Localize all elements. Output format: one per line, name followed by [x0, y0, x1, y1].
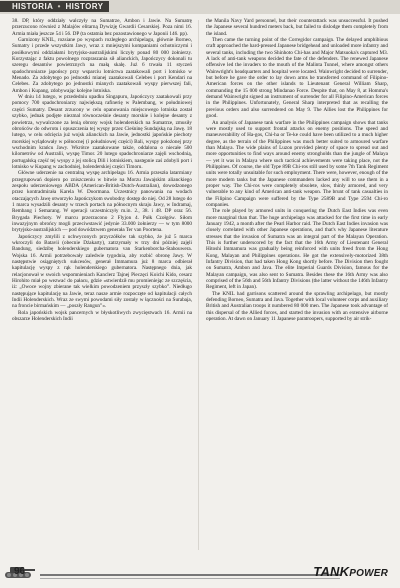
footer-rule — [40, 574, 340, 576]
footer-rule-thin — [40, 578, 340, 579]
header-band — [0, 0, 400, 14]
section-title-polish: HISTORIA — [12, 2, 53, 11]
magazine-logo — [313, 564, 388, 579]
column-divider — [198, 20, 199, 550]
paragraph: 38. DP, który oddziały walczyły na Sumatrze, Ambon i Jawie. Na Sumatrę przerzucono również z Malajów elitarną Dywizję Gwardii Cesarskiej. Poza nimi 16. Armia miała jeszcze 54 i 56. DP (ta ostatnia bez pozostawionego w Japonii 146. pp). — [12, 18, 192, 37]
polish-text-column — [12, 18, 192, 556]
paragraph: Japończycy zmylili z uchwyconych przyczółków tak szybko, że już 5 marca wkroczyli do Batavii (obecnie Dżakarty), zatrzymały w trzy dni później zajęli Bandung, siedzibę holenderskiego gubernatora van Starkenborcha-Stahouwera. Wojska 16. Armii potrzebowały zaledwie tygodnia, aby rozbić obronę Jawy. W następstwie osiągniętych sukcesów, generał Immamura już 8 marca odbierał kapitulację wyspy z rąk holenderskiego gubernatora. Następnego dnia, jak relacjonował w swoich wspomnieniach Kanclerz Tajnej Pieczęci Koichi Kido, cesarz Hirohito miał po wezwać do pałacu, gdzie «stwierdził mu promieniejąc ze szczęścia, iż: „Owoce wojny zbierane tak wielkim powodzeniem przyszły szybko”. Niedługo następujące kapitulację na Jawie, teraz nasze armie rozpoczęte od kapitulacji całych Indii Holenderskich. Wraz ze swymi powodami siły zostały w łączności na Surabaja, na froncie birmańskim — „poszły Rangun”». — [12, 233, 192, 310]
paragraph: W dniu 14 lutego, w przededniu upadku Singapuru, Japończycy zaatakowali przy pomocy 700 spadochroniarzy największą rafinerię w Palembang, w południowej części Sumatry. Desant zrzucony w celu opanowania miejscowego lotniska został szybko, jednak podjęte niezmal równocześnie desanty morskie i kolejne desanty z powietrza, wywalczone za lenią obrony wojsk holenderskich na Sumatrze, zmusiły obrońców do odwrotu i opuszczenia tej wyspy przez Cieśninę Sundajską na Jawę. 18 lutego, w celu odcięcia już wojsk alianckich na Jawie, jednostki japońskie piechoty morskiej wylądowały w północnej (i południowej części) Bali, wyspy położonej przy wschodnim krańcu Jawy. Wkrótce zaatakowane także, oddalona o niecałe 500 kilometrów od Australii, wyspę Timor. 20 lutego spadochroniarze zajęli wschodnią, portugalską część tej wyspy z jej stolicą Dili i lotniskiem, następnie zaś zdobyli port i lotnisko w Kupang w zachodniej, holenderskiej części Timoru. — [12, 94, 192, 170]
logo-text-tank: TANK — [313, 564, 350, 579]
paragraph: Then came the turning point of the Corregidor campaign. The delayed amphibious craft approached the hard-pressed Japanese bridgehead and unloaded more infantry and several tanks, including the two Shinhoto Chi-has and Major Matsuoka's captured M3. A lack of anti-tank weapons decided the fate of the defenders. The renewed Japanese offensive led the invaders to the mouth of the Malinta Tunnel, where amongst others Wainwright's headquarters and hospital were located. Wainwright decided to surrender, but before he gave the order to lay down arms he transferred command of Filipino-American forces on the other islands to Lieutenant General William Sharp, commanding the 15 000 strong Mindanao Force. Despite that, on May 8, at Homma's demand Wainwright signed an instrument of surrender for all Filipino-American forces in the Philippines. Unfortunately, General Sharp interpreted that as recalling the previous orders and also surrendered on May 9. The Allies lost the Philippines for good. — [206, 37, 388, 120]
page-footer — [0, 558, 400, 588]
english-text-column — [206, 18, 388, 556]
page-number: 96 — [14, 566, 26, 577]
paragraph: Rola japońskich wojsk pancernych w błyskotliwych zwycięstwach 16. Armii na obszarze Holenderskich Indii — [12, 309, 192, 323]
paragraph: An analysis of Japanese tank warfare in the Philippines campaign shows that tanks were mostly used to support frontal attacks on enemy positions. The speed and maneuverability of Ha-gos, Chi-ha or Te-ke could have been utilized to a much higher degree, as the terrain of the Philippines was much better suited to armoured warfare than Malaya. The wide plains of Luzon provided plenty of space to spread out and more opportunities to find ways around enemy strongholds than the jungle of Malaya — yet it was in Malaya where such tactical achievements were taking place, not the Philippines. Of course, the old Type 89B Chi-ros still used by some 7th Tank Regiment units were totally unsuitable for such employment. There were, however, enough of the more modern tanks but the Japanese commanders lacked any will to use them in a proper way. The Chi-ros were completely obsolete, slow, thinly armored, and very vulnerable to any kind of American anti-tank weapon. The brunt of tank casualties in the Filipino Campaign were suffered by the Type 2589B and Type 2594 Chi-ro companies. — [206, 119, 388, 208]
paragraph: Główne uderzenie na centralną wyspę archipelagu 16. Armia przeszła latarmiany przegrupowań dopiero po zniszczeniu w bitwie na Morzu Jawajskim alianckiego zespołu uderzeniowego ABDA (American-British-Dutch-Australian), dowodzonego przez kontradmirała Karela W. Doormana. Uczestnicy panowania na wodach otaczających Jawę otworzyło Japończykom swobodny dostęp do niej. Od 28 lutego do 1 marca wysadzili desanty w trzech portach na północnym skraju Jawy, w Indramaj, Rembang i Semarang. W operacji uczestniczyły m.in. 2., 38. i 48. DP oraz 56. Brygada Piechoty. W marcu przerzucono 2 Flyjon 4. Pułk Czołgów. Siłom inwazyjnym obrońcy mogli przeciwstawić jedynie 33.000 żołnierzy — w tym 8000 brytyjsko-australijskich — pod dowództwem generała Ter van Poortena. — [12, 170, 192, 234]
paragraph: the Manila Navy Yard personnel, but their counterattack was unsuccessful. It pushed the Japanese several hundred meters back, but failed to dislodge them completely from the island. — [206, 18, 388, 37]
paragraph: Garnizony KNIL, rozsiane po wyspach rozległego archipelagu, głównie Borneo, Sumatry i przede wszystkim Jawy, wraz z mniejszymi kompaniami ochotniczymi i posiłkowymi oddziałami brytyjsko-australijskimi liczyły ponad 80 000 żołnierzy. Korzystając z faktu powolnego rozpraszania sił alianckich, Japończycy dokonali tu szeregu desantów powietrznych na małą skalę. Już 6 trwała 11 styczeń spadochroniarze japońscy przy wsparciu lotnictwa zaatakowali port i lotnisko w Menado. Za zdobytego po jednostki mianej zaatakowali Celebes i port Kendari na Celebes. Za zdobytego po jednostki mianych zaatakowali wyspy pierwszej fali, Ambon i Kupang, zdobywając kolejne lotniska. — [12, 37, 192, 94]
paragraph: The role played by armored units in conquering the Dutch East Indies was even more marginal than that. The huge archipelago was attacked for the first time in early January 1942, a month after the Pearl Harbor raid. The Dutch East Indies invasion was closely correlated with other Japanese operations, and that's why Japanese literature stresses that the invasion of Sumatra was an integral part of the Malayan Operation. This is further underscored by the fact that the 16th Army of Lieutenant General Hitoshi Immamura was gradually being reinforced with units freed from the Hong Kong, Malayan and Philippines operations. He got the extensively-motorized 38th Infantry Division, that had taken Hong Kong shortly before. The Division then fought on Sumatra, Ambon and Java. The elite Imperial Guards Division, famous for the Malayan campaign, was also sent to Sumatra. Besides these the 16th Army was also comprised of the 56th and 56th Infantry Divisions (the latter without the 146th Infantry Regiment, left in Japan). — [206, 208, 388, 291]
section-header — [0, 1, 109, 12]
section-title-english: HISTORY — [65, 2, 104, 11]
logo-text-power: POWER — [349, 568, 388, 579]
paragraph: The KNIL had garrisons scattered around the sprawling archipelago, but mostly defending Borneo, Sumatra and Java. Together with local volunteer corps and auxiliary British and Australian troops it numbered 80 000 men. The Japanese took advantage of this dispersal of the Allied forces, and started the invasion with an extensive airborne operation. At dawn on January 11 Japanese paratroopers, supported by air strik- — [206, 290, 388, 323]
section-separator: • — [57, 2, 61, 11]
